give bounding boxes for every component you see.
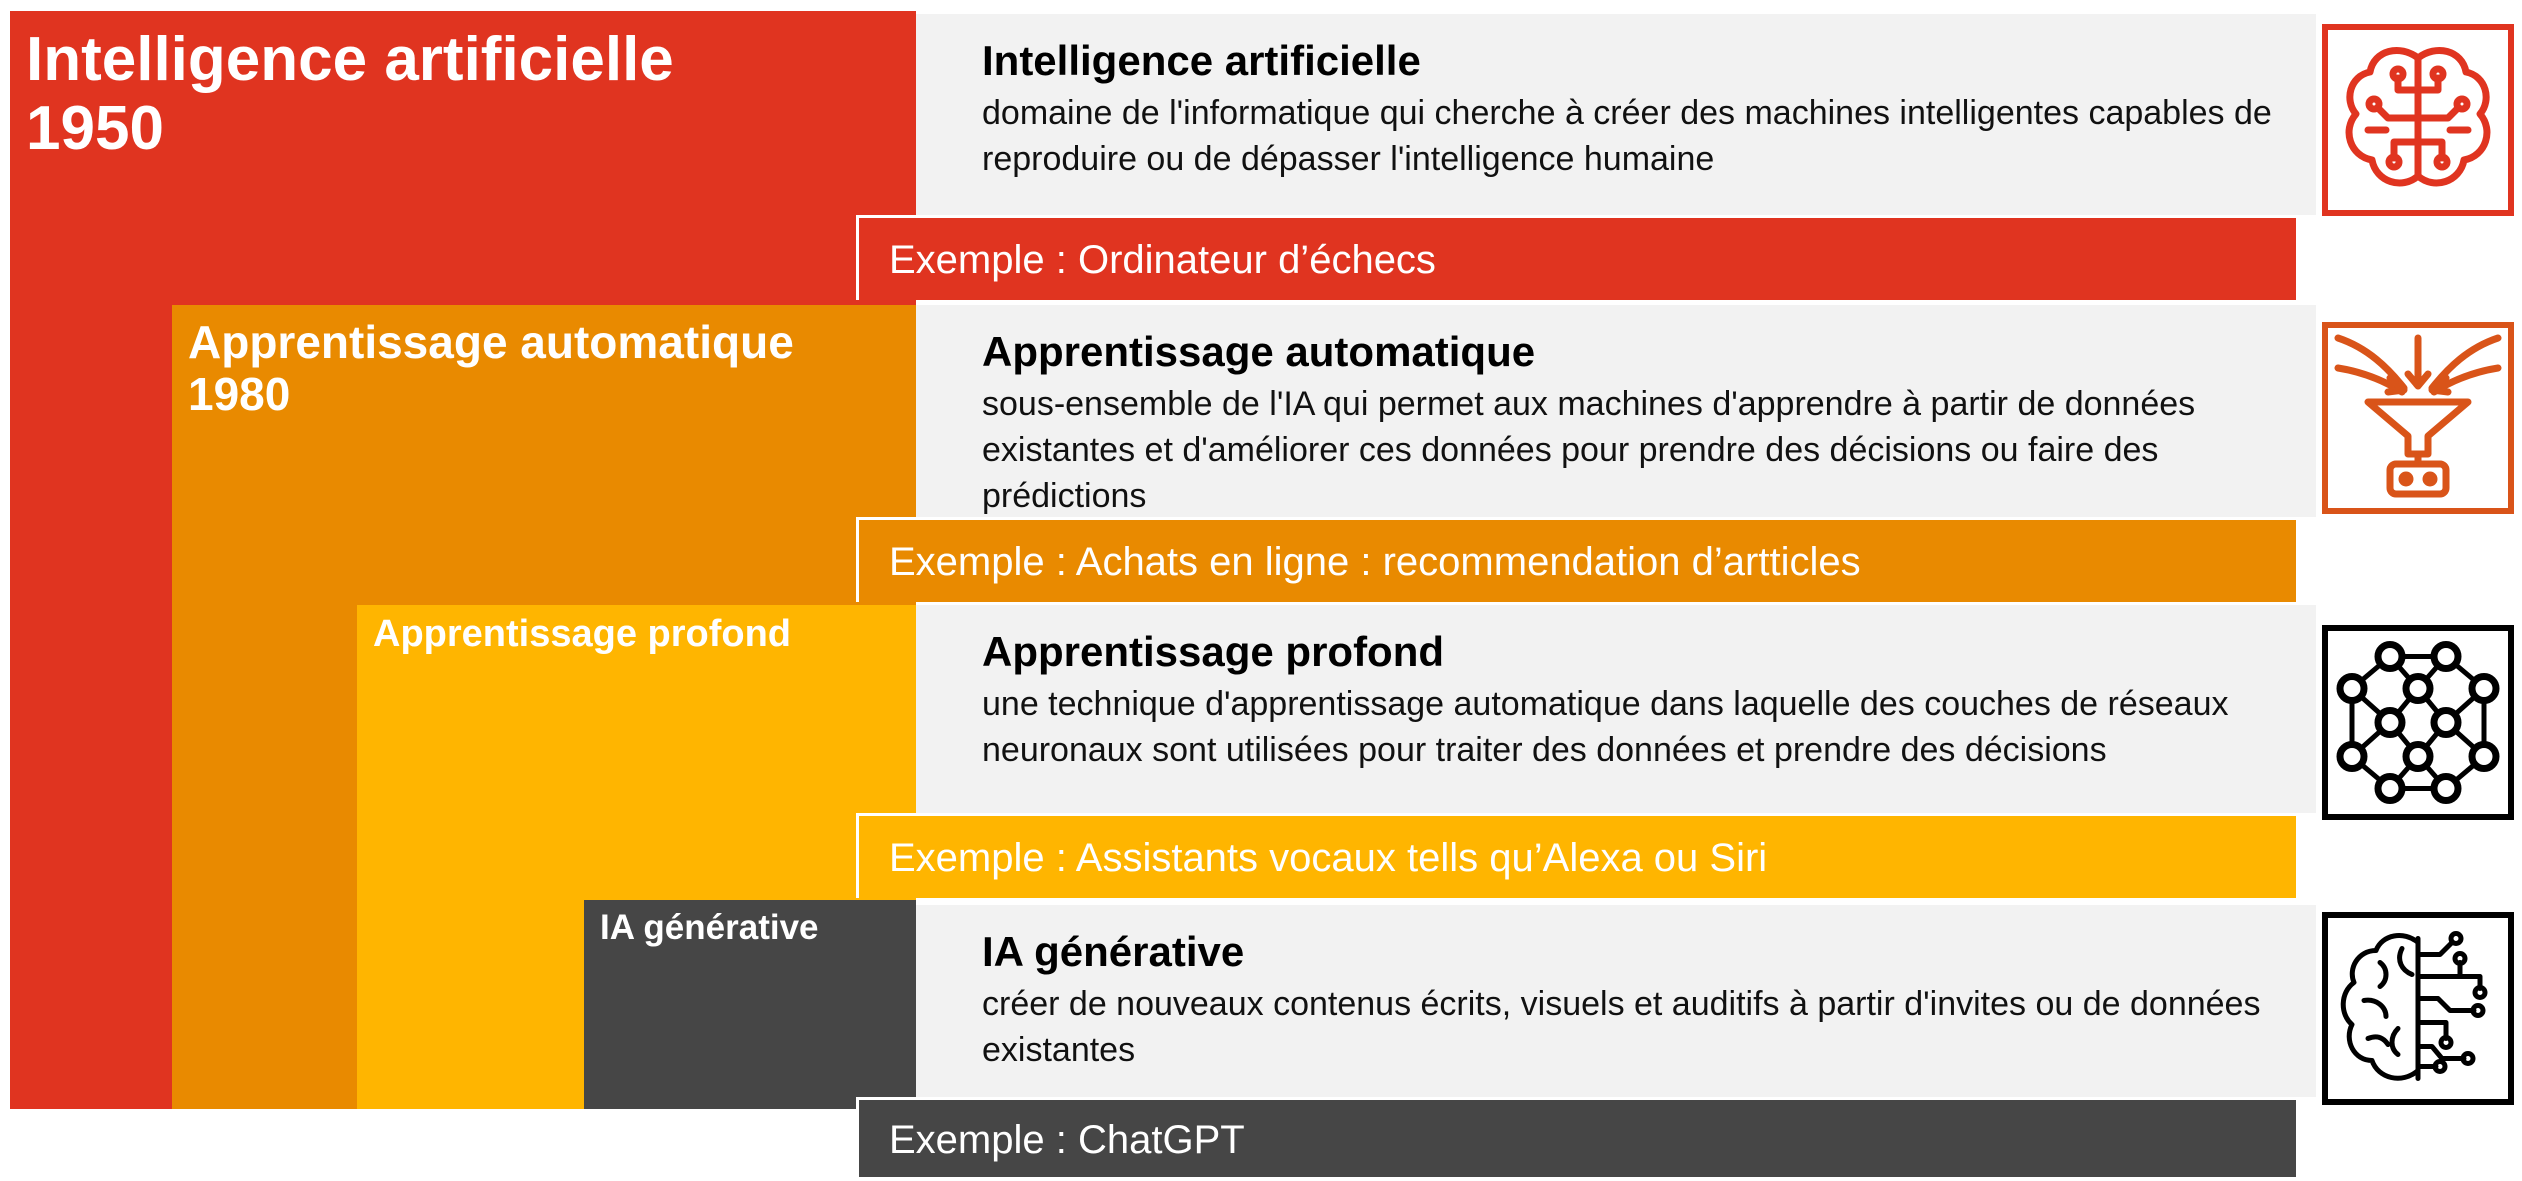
panel-ia bbox=[916, 14, 2316, 215]
block-title-dl: Apprentissage profond bbox=[373, 613, 792, 655]
block-ia-generative bbox=[584, 900, 916, 1109]
panel-title-ia: Intelligence artificielle bbox=[982, 37, 1421, 84]
panel-desc-ia: domaine de l'informatique qui cherche à créer des machines intelligentes capables de reproduire ou de dépasser l'intelligence humaine bbox=[982, 94, 2272, 178]
ai-brain-circuit-icon bbox=[2322, 24, 2514, 216]
panel-genai bbox=[916, 905, 2316, 1097]
panel-title-dl: Apprentissage profond bbox=[982, 628, 1445, 675]
brain-circuit-icon bbox=[2322, 912, 2514, 1105]
panel-title-genai: IA générative bbox=[982, 928, 1245, 975]
block-title-genai: IA générative bbox=[600, 908, 819, 947]
example-ia: Exemple : Ordinateur d’échecs bbox=[856, 215, 2296, 300]
panel-desc-ml: sous-ensemble de l'IA qui permet aux machines d'apprendre à partir de données existantes et d'améliorer ces données pour prendre des décisions ou faire des prédictions bbox=[982, 385, 2196, 515]
machine-learning-funnel-icon bbox=[2322, 322, 2514, 514]
example-dl: Exemple : Assistants vocaux tells qu’Alexa ou Siri bbox=[856, 813, 2296, 898]
block-title-ml: Apprentissage automatique 1980 bbox=[188, 316, 794, 420]
neural-network-icon bbox=[2322, 625, 2514, 820]
panel-ml bbox=[916, 305, 2316, 517]
example-genai: Exemple : ChatGPT bbox=[856, 1097, 2296, 1177]
panel-desc-genai: créer de nouveaux contenus écrits, visuels et auditifs à partir d'invites ou de données existantes bbox=[982, 985, 2261, 1069]
panel-desc-dl: une technique d'apprentissage automatique dans laquelle des couches de réseaux neuronaux sont utilisées pour traiter des données et prendre des décisions bbox=[982, 685, 2229, 769]
example-ml: Exemple : Achats en ligne : recommendation d’artticles bbox=[856, 517, 2296, 602]
panel-dl bbox=[916, 605, 2316, 813]
panel-title-ml: Apprentissage automatique bbox=[982, 328, 1536, 375]
block-title-ia: Intelligence artificielle 1950 bbox=[26, 25, 674, 164]
